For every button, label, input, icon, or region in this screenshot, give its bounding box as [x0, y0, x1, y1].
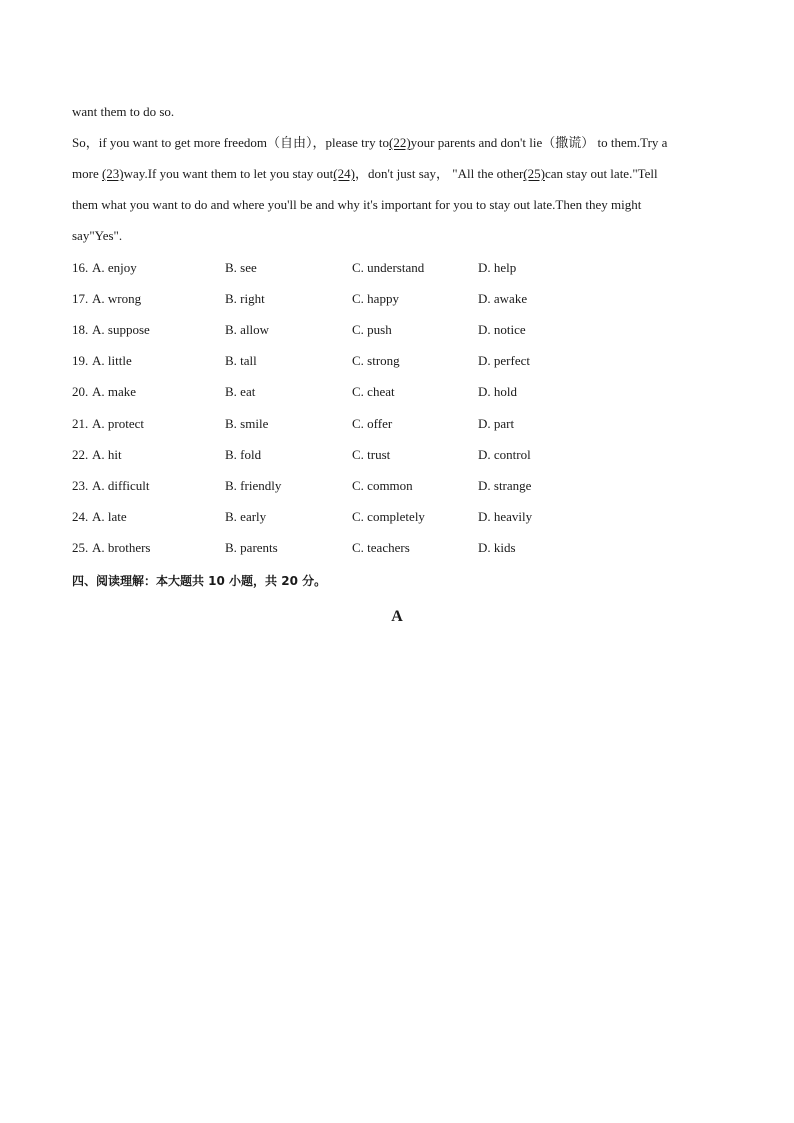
option-d: D. help: [478, 260, 517, 275]
question-number: 16.: [72, 260, 89, 275]
option-c: C. common: [352, 478, 413, 493]
option-d: D. hold: [478, 384, 517, 399]
option-c: C. offer: [352, 416, 393, 431]
blank-24: (24): [333, 166, 355, 181]
option-b: B. right: [225, 291, 265, 306]
option-d: D. awake: [478, 291, 528, 306]
question-number: 18.: [72, 322, 89, 337]
question-number: 23.: [72, 478, 89, 493]
option-d: D. kids: [478, 540, 516, 555]
question-number: 21.: [72, 416, 89, 431]
option-c: C. happy: [352, 291, 399, 306]
section-heading: 四、阅读理解：本大题共 10 小题，共 20 分。: [72, 574, 327, 588]
passage-text: more: [72, 166, 102, 181]
option-b: B. early: [225, 509, 267, 524]
passage-line-3: [72, 166, 658, 182]
option-a: A. brothers: [92, 540, 151, 555]
option-c: C. cheat: [352, 384, 395, 399]
passage-label: A: [391, 608, 403, 625]
question-number: 19.: [72, 353, 89, 368]
passage-line-1: want them to do so.: [72, 104, 175, 119]
blank-25: (25): [523, 166, 545, 181]
passage-text: So，if you want to get more freedom（自由），please try to: [72, 135, 389, 150]
option-a: A. enjoy: [92, 260, 137, 275]
option-d: D. perfect: [478, 353, 530, 368]
option-a: A. protect: [92, 416, 144, 431]
option-c: C. strong: [352, 353, 400, 368]
question-number: 24.: [72, 509, 89, 524]
option-c: C. trust: [352, 447, 391, 462]
option-a: A. late: [92, 509, 127, 524]
option-c: C. understand: [352, 260, 425, 275]
option-a: A. suppose: [92, 322, 150, 337]
option-b: B. allow: [225, 322, 270, 337]
option-d: D. strange: [478, 478, 532, 493]
option-d: D. control: [478, 447, 531, 462]
passage-line-2: [72, 135, 667, 151]
option-b: B. tall: [225, 353, 257, 368]
blank-23: (23): [101, 166, 124, 181]
question-number: 17.: [72, 291, 89, 306]
passage-text: your parents and don't lie（撒谎） to them.Try a: [410, 135, 668, 150]
passage-text: ，don't just say， "All the other: [354, 166, 524, 181]
option-d: D. heavily: [478, 509, 533, 524]
option-b: B. eat: [225, 384, 256, 399]
question-number: 25.: [72, 540, 89, 555]
question-number: 22.: [72, 447, 89, 462]
passage-text: way.If you want them to let you stay out: [123, 166, 334, 181]
passage-line-5: say"Yes".: [72, 228, 123, 243]
option-b: B. see: [225, 260, 257, 275]
passage-text: can stay out late."Tell: [544, 166, 658, 181]
option-a: A. difficult: [92, 478, 150, 493]
option-c: C. teachers: [352, 540, 410, 555]
option-d: D. notice: [478, 322, 526, 337]
option-d: D. part: [478, 416, 515, 431]
option-b: B. friendly: [225, 478, 282, 493]
option-a: A. make: [92, 384, 137, 399]
option-c: C. push: [352, 322, 392, 337]
option-a: A. little: [92, 353, 132, 368]
option-c: C. completely: [352, 509, 425, 524]
option-a: A. wrong: [92, 291, 142, 306]
passage-line-4: them what you want to do and where you'll be and why it's important for you to stay out late.Then they might: [72, 197, 642, 212]
blank-22: (22): [389, 135, 411, 150]
question-number: 20.: [72, 384, 89, 399]
option-b: B. parents: [225, 540, 278, 555]
option-a: A. hit: [92, 447, 122, 462]
option-b: B. fold: [225, 447, 262, 462]
option-b: B. smile: [225, 416, 269, 431]
